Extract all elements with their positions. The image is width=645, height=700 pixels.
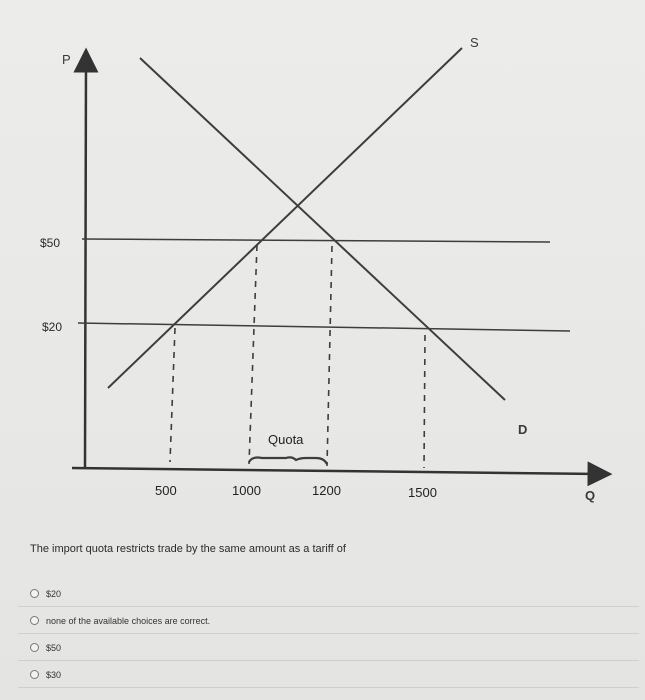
quantity-tick-1200: 1200 <box>312 483 341 498</box>
quantity-guide-1200 <box>327 246 332 466</box>
supply-curve <box>108 48 462 388</box>
supply-curve-label: S <box>470 35 479 50</box>
price-line-20 <box>78 323 570 331</box>
price-label-50: $50 <box>40 236 61 250</box>
answer-options <box>0 580 645 688</box>
answer-option-30[interactable] <box>0 661 645 688</box>
quantity-guide-1500 <box>424 335 425 468</box>
answer-option-none[interactable] <box>0 607 645 634</box>
quantity-guide-500 <box>170 328 175 462</box>
answer-option-label: $20 <box>46 588 62 599</box>
price-axis-label: P <box>62 52 71 67</box>
quantity-tick-1000: 1000 <box>232 483 261 498</box>
radio-button-icon[interactable] <box>30 670 39 679</box>
radio-button-icon[interactable] <box>30 643 39 652</box>
question-text: The import quota restricts trade by the same amount as a tariff of <box>30 543 346 555</box>
price-line-50 <box>82 239 550 242</box>
quantity-guide-1000 <box>249 245 257 464</box>
quantity-tick-1500: 1500 <box>408 485 437 500</box>
quota-bracket <box>249 457 327 464</box>
answer-option-label: none of the available choices are correct. <box>46 615 211 626</box>
radio-button-icon[interactable] <box>30 589 39 598</box>
quantity-axis-label: Q <box>585 488 596 503</box>
answer-option-20[interactable] <box>0 580 645 607</box>
quota-label: Quota <box>268 432 304 447</box>
quantity-axis <box>72 468 600 474</box>
answer-option-50[interactable] <box>0 634 645 661</box>
price-axis <box>85 60 86 468</box>
price-label-20: $20 <box>42 320 63 334</box>
answer-option-label: $50 <box>46 642 62 653</box>
quantity-tick-500: 500 <box>155 483 177 498</box>
answer-option-label: $30 <box>46 669 62 680</box>
demand-curve-label: D <box>518 422 528 437</box>
radio-button-icon[interactable] <box>30 616 39 625</box>
demand-curve <box>140 58 505 400</box>
